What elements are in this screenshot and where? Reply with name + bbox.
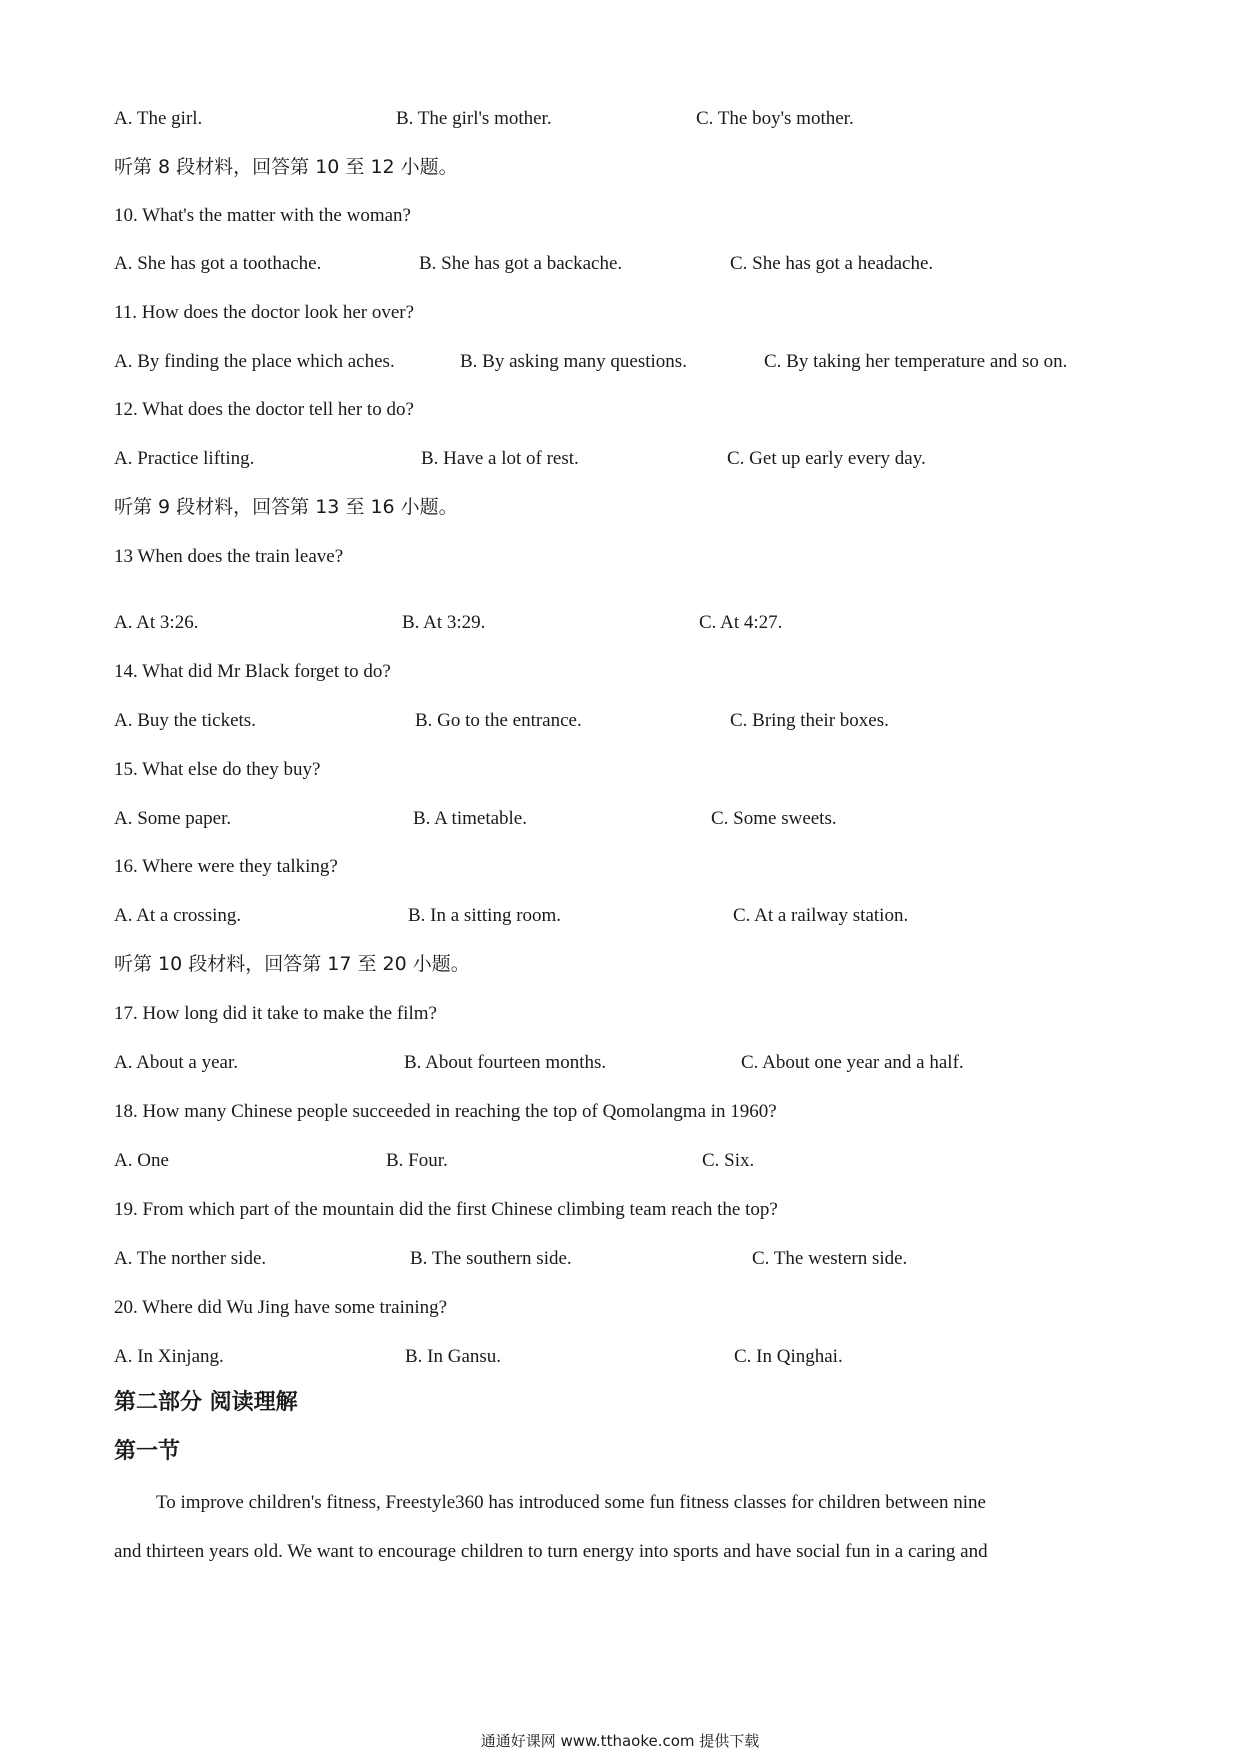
q9-option-a: A. The girl.: [114, 108, 203, 129]
q10-option-b: B. She has got a backache.: [419, 253, 623, 274]
q14-option-c: C. Bring their boxes.: [730, 710, 889, 731]
q9-option-b: B. The girl's mother.: [396, 108, 552, 129]
q18-stem: 18. How many Chinese people succeeded in reaching the top of Qomolangma in 1960?: [114, 1101, 777, 1122]
q20-stem: 20. Where did Wu Jing have some training?: [114, 1297, 448, 1318]
q18-option-c: C. Six.: [702, 1150, 755, 1171]
q13-option-c: C. At 4:27.: [699, 612, 783, 633]
q14-stem: 14. What did Mr Black forget to do?: [114, 661, 391, 682]
q12-option-a: A. Practice lifting.: [114, 448, 255, 469]
q13-option-b: B. At 3:29.: [402, 612, 486, 633]
q14-option-a: A. Buy the tickets.: [114, 710, 256, 731]
q20-option-c: C. In Qinghai.: [734, 1346, 843, 1367]
q17-stem: 17. How long did it take to make the film?: [114, 1003, 437, 1024]
q12-option-b: B. Have a lot of rest.: [421, 448, 579, 469]
section-instruction-8: 听第 8 段材料，回答第 10 至 12 小题。: [114, 156, 458, 178]
page-footer: 通通好课网 www.tthaoke.com 提供下载: [480, 1732, 760, 1750]
q16-option-c: C. At a railway station.: [733, 905, 909, 926]
q13-stem: 13 When does the train leave?: [114, 546, 344, 567]
q17-option-a: A. About a year.: [114, 1052, 239, 1073]
q11-stem: 11. How does the doctor look her over?: [114, 302, 415, 323]
q10-option-a: A. She has got a toothache.: [114, 253, 322, 274]
q18-option-a: A. One: [114, 1150, 169, 1171]
q11-option-c: C. By taking her temperature and so on.: [764, 351, 1068, 372]
q20-option-b: B. In Gansu.: [405, 1346, 502, 1367]
section-instruction-10: 听第 10 段材料，回答第 17 至 20 小题。: [114, 953, 470, 975]
q11-option-b: B. By asking many questions.: [460, 351, 687, 372]
q20-option-a: A. In Xinjang.: [114, 1346, 224, 1367]
q12-stem: 12. What does the doctor tell her to do?: [114, 399, 414, 420]
part-heading: 第二部分 阅读理解: [114, 1390, 298, 1415]
section-instruction-9: 听第 9 段材料，回答第 13 至 16 小题。: [114, 496, 458, 518]
q15-option-c: C. Some sweets.: [711, 808, 837, 829]
q15-option-b: B. A timetable.: [413, 808, 527, 829]
q19-option-a: A. The norther side.: [114, 1248, 267, 1269]
q13-option-a: A. At 3:26.: [114, 612, 199, 633]
q14-option-b: B. Go to the entrance.: [415, 710, 582, 731]
q17-option-c: C. About one year and a half.: [741, 1052, 964, 1073]
q19-option-b: B. The southern side.: [410, 1248, 572, 1269]
passage-line-1: To improve children's fitness, Freestyle360 has introduced some fun fitness classes for children between nine: [156, 1492, 986, 1513]
q11-option-a: A. By finding the place which aches.: [114, 351, 395, 372]
passage-line-2: and thirteen years old. We want to encourage children to turn energy into sports and have social fun in a caring and: [114, 1541, 988, 1562]
q15-stem: 15. What else do they buy?: [114, 759, 321, 780]
q9-option-c: C. The boy's mother.: [696, 108, 854, 129]
q17-option-b: B. About fourteen months.: [404, 1052, 607, 1073]
section-heading: 第一节: [114, 1439, 181, 1464]
q16-stem: 16. Where were they talking?: [114, 856, 338, 877]
q19-option-c: C. The western side.: [752, 1248, 908, 1269]
q19-stem: 19. From which part of the mountain did the first Chinese climbing team reach the top?: [114, 1199, 778, 1220]
q18-option-b: B. Four.: [386, 1150, 448, 1171]
q16-option-b: B. In a sitting room.: [408, 905, 562, 926]
q10-stem: 10. What's the matter with the woman?: [114, 205, 411, 226]
q15-option-a: A. Some paper.: [114, 808, 232, 829]
q12-option-c: C. Get up early every day.: [727, 448, 926, 469]
q16-option-a: A. At a crossing.: [114, 905, 242, 926]
q10-option-c: C. She has got a headache.: [730, 253, 934, 274]
